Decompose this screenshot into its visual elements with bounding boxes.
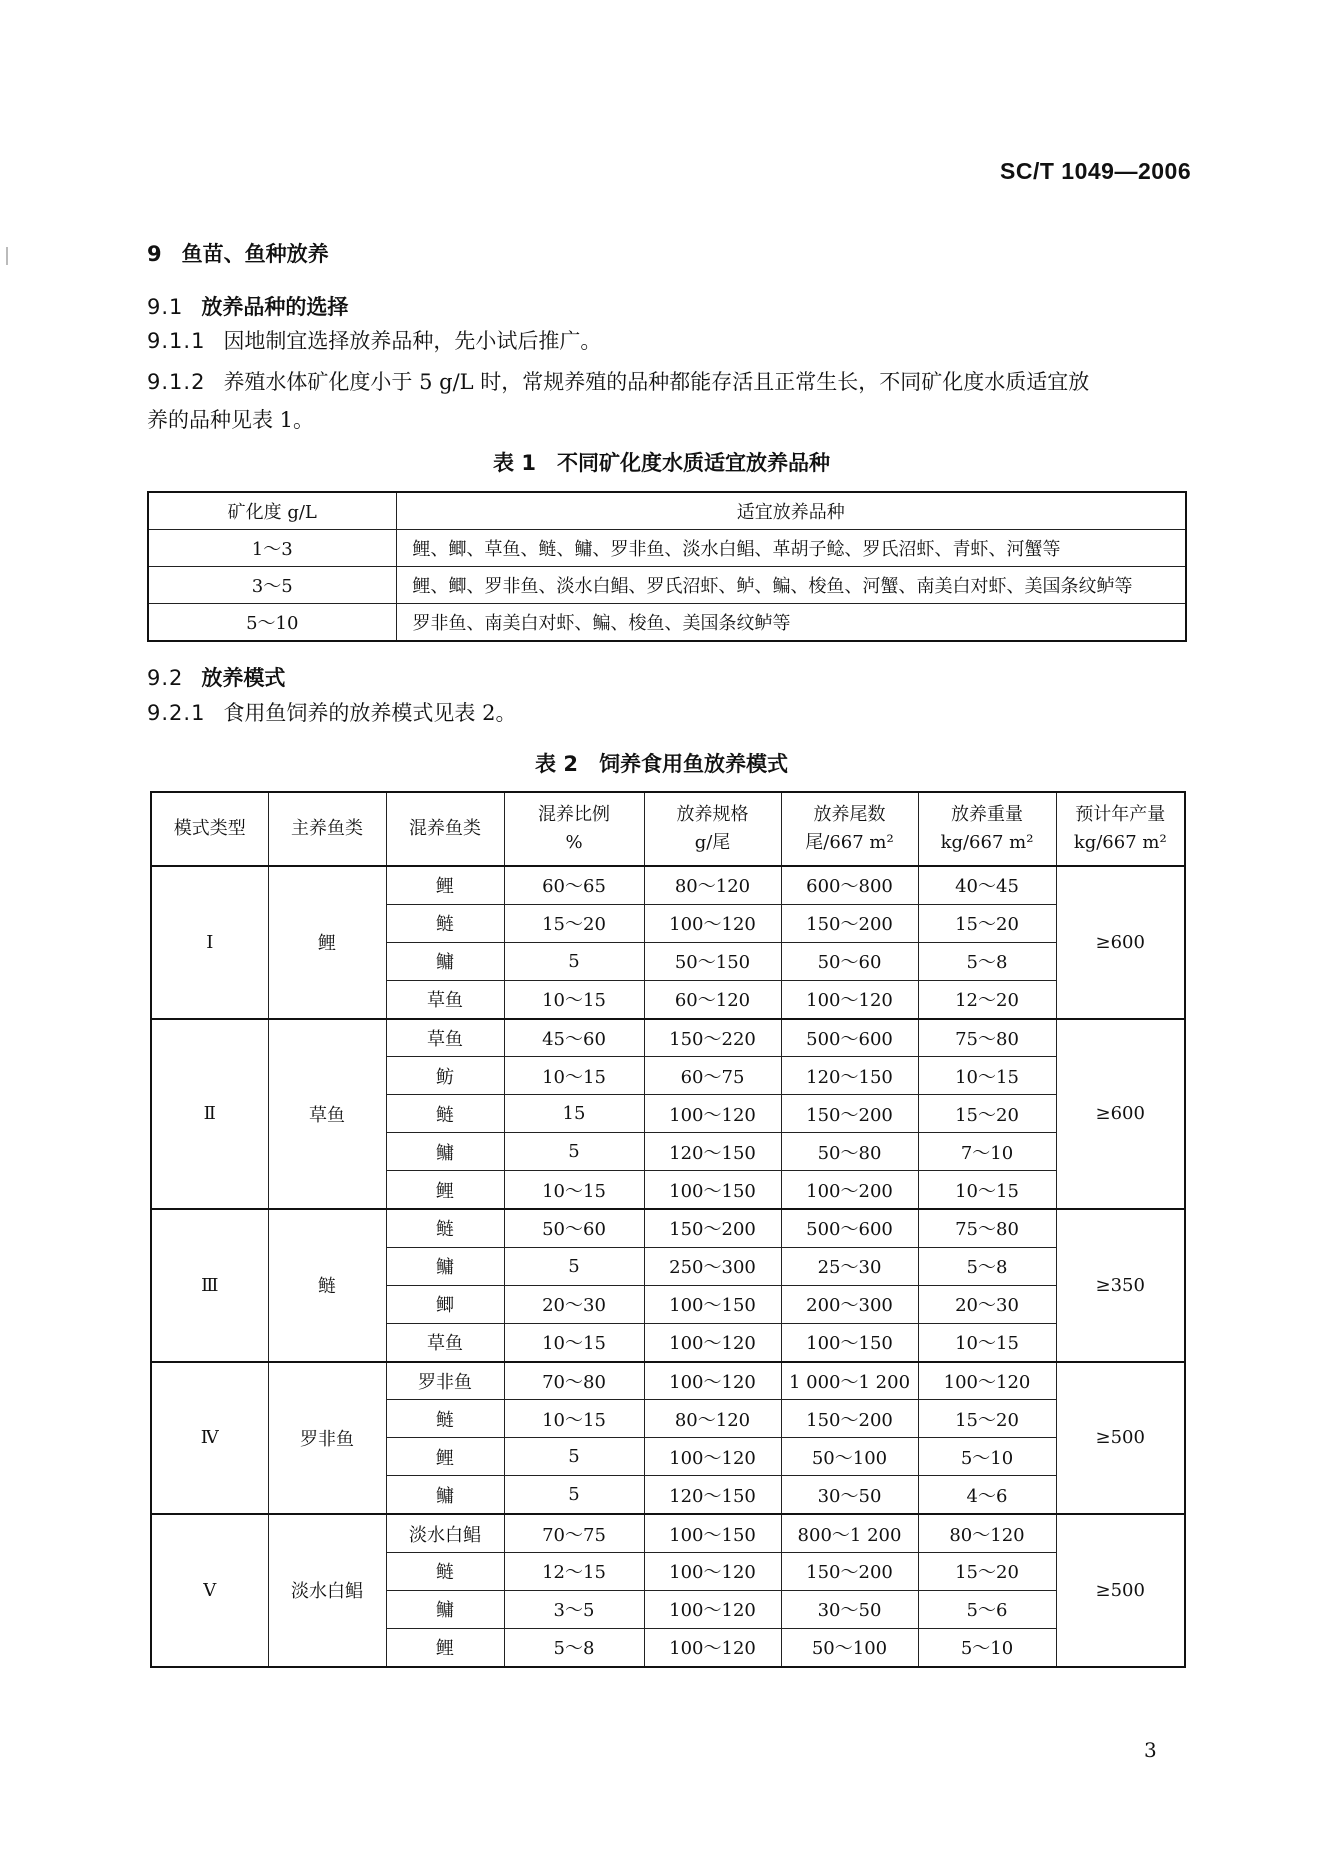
table-cell: 40～45 xyxy=(918,866,1056,904)
section-9-1-heading xyxy=(147,291,348,321)
table-header-row xyxy=(148,492,1186,530)
table-cell: 3～5 xyxy=(504,1590,644,1628)
table-cell: 100～120 xyxy=(644,1362,781,1400)
table-cell: 250～300 xyxy=(644,1247,781,1285)
mode-cell: Ⅰ xyxy=(151,866,268,1019)
table-cell: 淡水白鲳 xyxy=(386,1514,504,1552)
clause-number: 9.1.2 xyxy=(147,370,206,394)
column-header: 混养比例 % xyxy=(504,792,644,866)
table-cell: 15～20 xyxy=(504,904,644,942)
table-1-caption: 表 1 不同矿化度水质适宜放养品种 xyxy=(493,451,830,475)
table-cell: 100～150 xyxy=(644,1171,781,1209)
scan-margin-mark xyxy=(6,247,8,265)
table-2-caption: 表 2 饲养食用鱼放养模式 xyxy=(535,752,788,776)
table-cell: 鲤、鲫、罗非鱼、淡水白鲳、罗氏沼虾、鲈、鳊、梭鱼、河蟹、南美白对虾、美国条纹鲈等 xyxy=(396,567,1186,604)
table-cell: 鳙 xyxy=(386,942,504,980)
table-cell: 150～200 xyxy=(781,1553,918,1591)
table-cell: 5～8 xyxy=(504,1628,644,1666)
table-cell: 1 000～1 200 xyxy=(781,1362,918,1400)
table-cell: 鳙 xyxy=(386,1133,504,1171)
table-cell: 鲤、鲫、草鱼、鲢、鳙、罗非鱼、淡水白鲳、革胡子鲶、罗氏沼虾、青虾、河蟹等 xyxy=(396,530,1186,567)
table-cell: 5 xyxy=(504,1476,644,1514)
table-cell: 5～10 xyxy=(918,1628,1056,1666)
section-number: 9.1 xyxy=(147,295,184,319)
table-cell: 150～200 xyxy=(781,904,918,942)
table-cell: 20～30 xyxy=(504,1285,644,1323)
clause-text: 食用鱼饲养的放养模式见表 2。 xyxy=(223,701,517,725)
column-header: 放养尾数 尾/667 m² xyxy=(781,792,918,866)
table-cell: 5～8 xyxy=(918,942,1056,980)
table-cell: 15～20 xyxy=(918,1553,1056,1591)
table-cell: 50～60 xyxy=(781,942,918,980)
table-cell: 鲂 xyxy=(386,1057,504,1095)
section-title: 放养模式 xyxy=(201,666,286,690)
table-cell: 150～200 xyxy=(781,1095,918,1133)
table-cell: 150～200 xyxy=(781,1400,918,1438)
clause-text: 因地制宜选择放养品种，先小试后推广。 xyxy=(223,329,602,353)
clause-9-1-2 xyxy=(147,363,1192,439)
table-cell: 15～20 xyxy=(918,904,1056,942)
table-2 xyxy=(150,791,1186,1668)
section-9-heading xyxy=(147,238,329,268)
table-cell: 120～150 xyxy=(781,1057,918,1095)
table-cell: 5 xyxy=(504,1247,644,1285)
main-species-cell: 鲢 xyxy=(268,1209,386,1362)
clause-number: 9.2.1 xyxy=(147,701,206,725)
table-cell: 10～15 xyxy=(918,1323,1056,1361)
table-cell: 150～220 xyxy=(644,1019,781,1057)
table-cell: 鲤 xyxy=(386,1171,504,1209)
table-cell: 15～20 xyxy=(918,1400,1056,1438)
table-cell: 鲫 xyxy=(386,1285,504,1323)
yield-cell: ≥600 xyxy=(1056,866,1185,1019)
table-cell: 100～120 xyxy=(644,904,781,942)
table-cell: 75～80 xyxy=(918,1209,1056,1247)
table-cell: 鲢 xyxy=(386,1095,504,1133)
section-title: 鱼苗、鱼种放养 xyxy=(181,242,329,266)
table-cell: 100～150 xyxy=(781,1323,918,1361)
table-cell: 鳙 xyxy=(386,1476,504,1514)
section-number: 9 xyxy=(147,242,162,266)
table-cell: 100～120 xyxy=(644,1590,781,1628)
table-cell: 10～15 xyxy=(918,1057,1056,1095)
table-cell: 鲤 xyxy=(386,1438,504,1476)
table-cell: 50～80 xyxy=(781,1133,918,1171)
table-cell: 60～120 xyxy=(644,980,781,1018)
column-header: 混养鱼类 xyxy=(386,792,504,866)
yield-cell: ≥600 xyxy=(1056,1019,1185,1209)
column-header: 适宜放养品种 xyxy=(396,492,1186,530)
table-cell: 75～80 xyxy=(918,1019,1056,1057)
table-cell: 鳙 xyxy=(386,1590,504,1628)
mode-cell: Ⅳ xyxy=(151,1362,268,1515)
table-cell: 5 xyxy=(504,942,644,980)
table-cell: 15 xyxy=(504,1095,644,1133)
section-number: 9.2 xyxy=(147,666,184,690)
table-cell: 50～100 xyxy=(781,1438,918,1476)
table-cell: 70～80 xyxy=(504,1362,644,1400)
table-cell: 草鱼 xyxy=(386,1019,504,1057)
table-1 xyxy=(147,491,1187,642)
table-cell: 12～20 xyxy=(918,980,1056,1018)
table-cell: 100～120 xyxy=(644,1438,781,1476)
table-cell: 鲢 xyxy=(386,904,504,942)
table-cell: 10～15 xyxy=(504,1323,644,1361)
table-cell: 50～150 xyxy=(644,942,781,980)
table-cell: 草鱼 xyxy=(386,980,504,1018)
section-title: 放养品种的选择 xyxy=(201,295,349,319)
table-cell: 500～600 xyxy=(781,1209,918,1247)
clause-9-2-1 xyxy=(147,694,516,732)
table-cell: 100～120 xyxy=(781,980,918,1018)
clause-text-line1: 养殖水体矿化度小于 5 g/L 时，常规养殖的品种都能存活且正常生长，不同矿化度水质适宜放 xyxy=(223,370,1090,394)
main-species-cell: 草鱼 xyxy=(268,1019,386,1209)
column-header: 放养重量 kg/667 m² xyxy=(918,792,1056,866)
column-header: 矿化度 g/L xyxy=(148,492,396,530)
table-cell: 800～1 200 xyxy=(781,1514,918,1552)
yield-cell: ≥500 xyxy=(1056,1514,1185,1667)
table-cell: 100～150 xyxy=(644,1514,781,1552)
table-cell: 10～15 xyxy=(504,1400,644,1438)
table-cell: 100～150 xyxy=(644,1285,781,1323)
table-row xyxy=(148,604,1186,642)
clause-9-1-1 xyxy=(147,322,601,360)
table-cell: 120～150 xyxy=(644,1133,781,1171)
table-cell: 100～200 xyxy=(781,1171,918,1209)
mode-cell: Ⅱ xyxy=(151,1019,268,1209)
table-cell: 5～10 xyxy=(918,1438,1056,1476)
table-cell: 60～75 xyxy=(644,1057,781,1095)
table-cell: 鲢 xyxy=(386,1553,504,1591)
table-row xyxy=(151,1514,1185,1552)
table-row xyxy=(151,1209,1185,1247)
table-cell: 7～10 xyxy=(918,1133,1056,1171)
table-cell: 500～600 xyxy=(781,1019,918,1057)
main-species-cell: 淡水白鲳 xyxy=(268,1514,386,1667)
table-cell: 30～50 xyxy=(781,1590,918,1628)
table-cell: 10～15 xyxy=(504,980,644,1018)
table-cell: 50～60 xyxy=(504,1209,644,1247)
table-cell: 5～10 xyxy=(148,604,396,642)
column-header: 预计年产量 kg/667 m² xyxy=(1056,792,1185,866)
table-cell: 100～120 xyxy=(644,1553,781,1591)
section-9-2-heading xyxy=(147,662,285,692)
table-cell: 50～100 xyxy=(781,1628,918,1666)
table-cell: 鲤 xyxy=(386,866,504,904)
table-cell: 罗非鱼、南美白对虾、鳊、梭鱼、美国条纹鲈等 xyxy=(396,604,1186,642)
table-cell: 100～120 xyxy=(644,1095,781,1133)
table-cell: 鳙 xyxy=(386,1247,504,1285)
table-cell: 80～120 xyxy=(644,866,781,904)
table-cell: 120～150 xyxy=(644,1476,781,1514)
table-cell: 600～800 xyxy=(781,866,918,904)
table-cell: 4～6 xyxy=(918,1476,1056,1514)
table-cell: 100～120 xyxy=(918,1362,1056,1400)
table-cell: 60～65 xyxy=(504,866,644,904)
table-cell: 5～6 xyxy=(918,1590,1056,1628)
table-cell: 30～50 xyxy=(781,1476,918,1514)
table-cell: 5 xyxy=(504,1133,644,1171)
mode-cell: Ⅴ xyxy=(151,1514,268,1667)
table-cell: 25～30 xyxy=(781,1247,918,1285)
page-number: 3 xyxy=(1144,1738,1157,1762)
table-cell: 15～20 xyxy=(918,1095,1056,1133)
table-cell: 100～120 xyxy=(644,1323,781,1361)
main-species-cell: 鲤 xyxy=(268,866,386,1019)
main-species-cell: 罗非鱼 xyxy=(268,1362,386,1515)
table-cell: 1～3 xyxy=(148,530,396,567)
column-header: 放养规格 g/尾 xyxy=(644,792,781,866)
table-row xyxy=(151,1362,1185,1400)
column-header: 模式类型 xyxy=(151,792,268,866)
yield-cell: ≥500 xyxy=(1056,1362,1185,1515)
table-row xyxy=(151,866,1185,904)
table-cell: 80～120 xyxy=(644,1400,781,1438)
table-cell: 鲢 xyxy=(386,1209,504,1247)
table-header-row xyxy=(151,792,1185,866)
table-cell: 45～60 xyxy=(504,1019,644,1057)
table-cell: 100～120 xyxy=(644,1628,781,1666)
table-cell: 20～30 xyxy=(918,1285,1056,1323)
table-cell: 12～15 xyxy=(504,1553,644,1591)
column-header: 主养鱼类 xyxy=(268,792,386,866)
table-cell: 5～8 xyxy=(918,1247,1056,1285)
table-cell: 80～120 xyxy=(918,1514,1056,1552)
table-cell: 150～200 xyxy=(644,1209,781,1247)
table-cell: 200～300 xyxy=(781,1285,918,1323)
clause-text-line2: 养的品种见表 1。 xyxy=(147,408,315,432)
clause-number: 9.1.1 xyxy=(147,329,206,353)
yield-cell: ≥350 xyxy=(1056,1209,1185,1362)
table-cell: 5 xyxy=(504,1438,644,1476)
table-cell: 10～15 xyxy=(918,1171,1056,1209)
table-cell: 鲤 xyxy=(386,1628,504,1666)
table-cell: 10～15 xyxy=(504,1171,644,1209)
table-cell: 10～15 xyxy=(504,1057,644,1095)
table-cell: 70～75 xyxy=(504,1514,644,1552)
document-code: SC/T 1049—2006 xyxy=(1000,158,1192,184)
table-cell: 鲢 xyxy=(386,1400,504,1438)
table-cell: 3～5 xyxy=(148,567,396,604)
table-row xyxy=(151,1019,1185,1057)
table-cell: 草鱼 xyxy=(386,1323,504,1361)
table-row xyxy=(148,530,1186,567)
table-cell: 罗非鱼 xyxy=(386,1362,504,1400)
mode-cell: Ⅲ xyxy=(151,1209,268,1362)
table-row xyxy=(148,567,1186,604)
